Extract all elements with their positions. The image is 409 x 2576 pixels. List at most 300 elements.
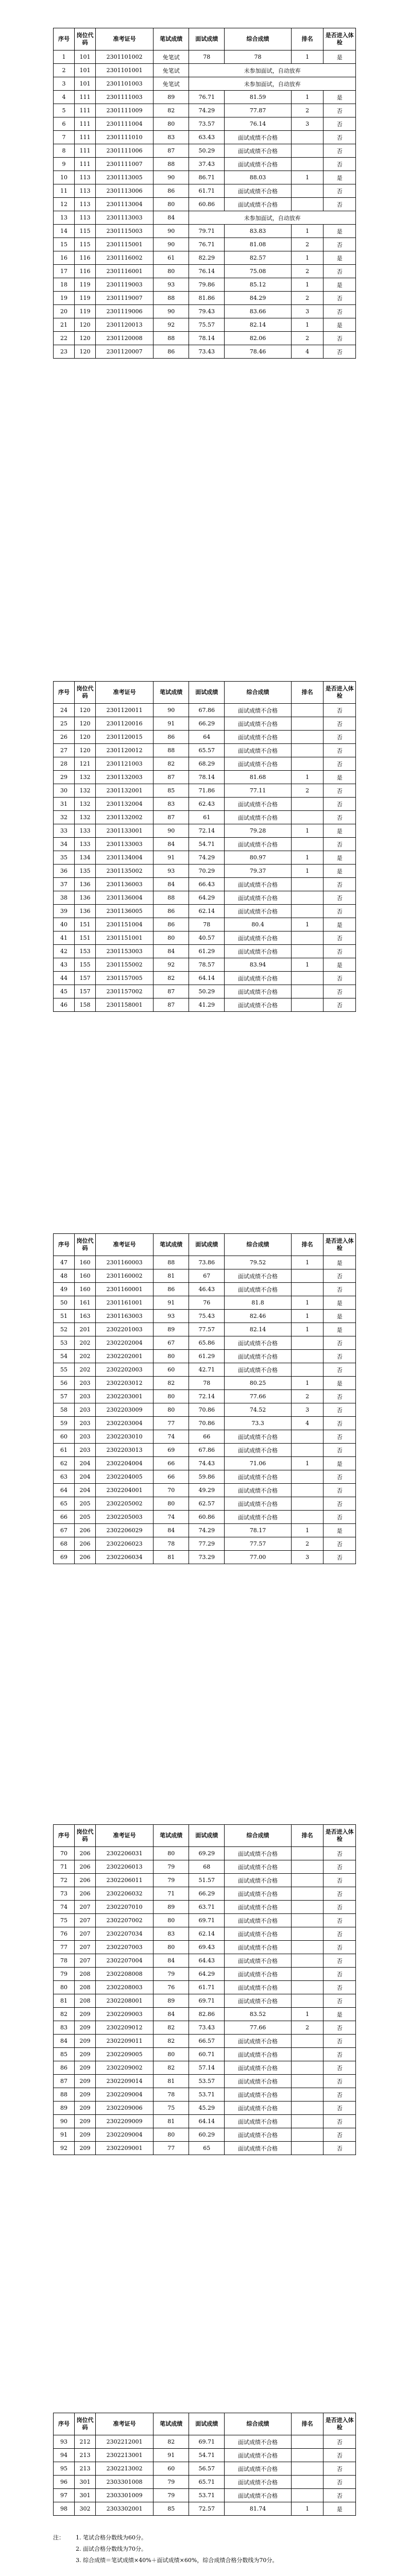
table-cell: 82	[154, 2435, 189, 2449]
column-header: 面试成绩	[189, 2413, 225, 2435]
table-cell: 面试成绩不合格	[225, 1847, 291, 1860]
column-header: 综合成绩	[225, 1825, 291, 1847]
table-cell: 88	[154, 158, 189, 171]
table-cell: 73.86	[189, 1256, 225, 1269]
table-cell: 否	[323, 905, 356, 918]
table-cell: 否	[323, 2061, 356, 2075]
table-cell: 81.8	[225, 1296, 291, 1310]
table-cell: 88	[154, 891, 189, 905]
table-cell: 80	[154, 1390, 189, 1403]
table-cell: 78	[154, 2088, 189, 2102]
table-cell: 82	[154, 2035, 189, 2048]
note-item: 2. 面试合格分数线为70分。	[76, 2546, 147, 2552]
table-row	[54, 2476, 356, 2489]
table-cell: 67.86	[189, 1444, 225, 1457]
table-cell: 是	[323, 851, 356, 865]
table-cell: 2302209001	[96, 2142, 154, 2155]
table-cell: 89	[154, 1323, 189, 1336]
table-cell: 61	[189, 811, 225, 824]
table-cell: 94	[54, 2449, 75, 2462]
table-row	[54, 771, 356, 784]
table-cell: 209	[75, 2021, 96, 2035]
table-cell: 82.57	[225, 251, 291, 265]
table-cell: 79	[154, 1860, 189, 1874]
table-header-row	[54, 682, 356, 704]
table-cell: 面试成绩不合格	[225, 2128, 291, 2142]
table-cell: 79	[154, 2476, 189, 2489]
table-cell: 2302205003	[96, 1511, 154, 1524]
table-cell: 2301111010	[96, 131, 154, 144]
table-cell: 面试成绩不合格	[225, 1901, 291, 1914]
table-cell: 23	[54, 345, 75, 359]
table-cell: 73.29	[189, 1551, 225, 1564]
table-cell: 119	[75, 292, 96, 305]
table-cell: 63.71	[189, 1901, 225, 1914]
table-cell: 面试成绩不合格	[225, 2061, 291, 2075]
table-cell: 2302203001	[96, 1390, 154, 1403]
table-cell: 132	[75, 784, 96, 798]
table-row	[54, 731, 356, 744]
table-cell: 71	[154, 1887, 189, 1901]
table-cell: 2302204001	[96, 1484, 154, 1497]
table-cell: 面试成绩不合格	[225, 985, 291, 998]
table-cell: 46	[54, 998, 75, 1012]
table-cell: 否	[323, 184, 356, 198]
table-cell: 74	[154, 1511, 189, 1524]
table-cell: 43	[54, 958, 75, 972]
table-cell: 2301101003	[96, 77, 154, 91]
table-cell: 60	[154, 1363, 189, 1377]
table-cell: 69.29	[189, 1847, 225, 1860]
table-cell	[291, 1363, 323, 1377]
table-cell	[291, 1350, 323, 1363]
column-header: 排名	[291, 1825, 323, 1847]
table-cell: 1	[291, 1256, 323, 1269]
table-cell: 2301116001	[96, 265, 154, 278]
table-cell: 91	[154, 851, 189, 865]
table-cell: 207	[75, 1927, 96, 1941]
table-cell: 70.86	[189, 1417, 225, 1430]
table-cell: 80	[154, 1350, 189, 1363]
table-cell: 是	[323, 171, 356, 184]
table-cell: 202	[75, 1336, 96, 1350]
table-cell: 2302209003	[96, 2008, 154, 2021]
table-cell: 136	[75, 878, 96, 891]
table-cell: 37.43	[189, 158, 225, 171]
table-cell: 69.71	[189, 1914, 225, 1927]
table-cell: 77.66	[225, 2021, 291, 2035]
table-cell	[291, 2142, 323, 2155]
table-row	[54, 2061, 356, 2075]
table-cell: 204	[75, 1484, 96, 1497]
table-cell: 111	[75, 117, 96, 131]
table-row	[54, 744, 356, 757]
table-cell: 78	[189, 918, 225, 931]
table-cell: 面试成绩不合格	[225, 878, 291, 891]
table-row	[54, 104, 356, 117]
table-cell: 30	[54, 784, 75, 798]
table-cell: 面试成绩不合格	[225, 1927, 291, 1941]
table-cell: 否	[323, 985, 356, 998]
table-cell: 111	[75, 144, 96, 158]
table-cell: 120	[75, 744, 96, 757]
table-cell: 2303302001	[96, 2502, 154, 2516]
column-header: 序号	[54, 28, 75, 50]
table-cell: 2	[291, 104, 323, 117]
table-cell: 38	[54, 891, 75, 905]
table-cell: 面试成绩不合格	[225, 1470, 291, 1484]
column-header: 岗位代码	[75, 682, 96, 704]
table-cell: 90	[54, 2115, 75, 2128]
table-cell: 93	[154, 865, 189, 878]
table-cell: 2301116002	[96, 251, 154, 265]
column-header: 排名	[291, 682, 323, 704]
table-cell: 2302209004	[96, 2128, 154, 2142]
table-row	[54, 1981, 356, 1994]
table-cell: 79	[54, 1968, 75, 1981]
table-row	[54, 2075, 356, 2088]
table-cell: 82	[154, 972, 189, 985]
table-row	[54, 704, 356, 717]
table-cell: 85	[54, 2048, 75, 2061]
table-cell: 50.29	[189, 985, 225, 998]
table-cell: 否	[323, 1968, 356, 1981]
table-cell: 66.29	[189, 1887, 225, 1901]
table-cell: 31	[54, 798, 75, 811]
table-cell: 面试成绩不合格	[225, 1336, 291, 1350]
table-cell: 否	[323, 891, 356, 905]
table-cell: 120	[75, 704, 96, 717]
table-row	[54, 1537, 356, 1551]
column-header: 综合成绩	[225, 2413, 291, 2435]
table-cell: 否	[323, 744, 356, 757]
table-cell: 77.66	[225, 1390, 291, 1403]
table-cell	[291, 158, 323, 171]
table-cell: 64	[189, 731, 225, 744]
table-cell: 否	[323, 345, 356, 359]
table-row	[54, 2048, 356, 2061]
table-cell: 77	[154, 2142, 189, 2155]
table-row	[54, 171, 356, 184]
table-cell: 89	[154, 1994, 189, 2008]
table-cell: 2	[291, 332, 323, 345]
table-cell: 80.4	[225, 918, 291, 931]
table-cell: 面试成绩不合格	[225, 972, 291, 985]
table-cell: 62.14	[189, 905, 225, 918]
table-cell: 87	[154, 998, 189, 1012]
table-cell: 90	[154, 824, 189, 838]
table-cell: 54.71	[189, 2449, 225, 2462]
table-cell: 否	[323, 158, 356, 171]
table-cell	[291, 1283, 323, 1296]
table-cell: 25	[54, 717, 75, 731]
table-cell: 是	[323, 91, 356, 104]
table-cell: 2301120011	[96, 704, 154, 717]
table-cell: 80	[154, 2128, 189, 2142]
table-cell: 61.71	[189, 184, 225, 198]
table-cell: 42.71	[189, 1363, 225, 1377]
table-cell: 83	[154, 1927, 189, 1941]
table-cell: 2302207034	[96, 1927, 154, 1941]
table-cell: 是	[323, 1256, 356, 1269]
table-cell: 113	[75, 198, 96, 211]
table-cell: 2301101001	[96, 64, 154, 77]
table-cell: 80.97	[225, 851, 291, 865]
table-row	[54, 184, 356, 198]
table-cell: 80	[154, 1497, 189, 1511]
table-cell: 70	[54, 1847, 75, 1860]
table-cell: 209	[75, 2115, 96, 2128]
table-row	[54, 1941, 356, 1954]
column-header: 序号	[54, 1234, 75, 1256]
table-cell: 否	[323, 1941, 356, 1954]
column-header: 笔试成绩	[154, 1825, 189, 1847]
table-cell: 74.29	[189, 851, 225, 865]
table-cell: 46.43	[189, 1283, 225, 1296]
column-header: 准考证号	[96, 1234, 154, 1256]
table-cell: 113	[75, 184, 96, 198]
table-row	[54, 918, 356, 931]
table-row	[54, 305, 356, 318]
table-cell: 10	[54, 171, 75, 184]
table-cell: 73	[54, 1887, 75, 1901]
table-cell: 面试成绩不合格	[225, 1981, 291, 1994]
table-cell: 2302208001	[96, 1994, 154, 2008]
table-cell: 71	[54, 1860, 75, 1874]
table-cell: 2	[291, 1537, 323, 1551]
table-cell: 75	[154, 2102, 189, 2115]
table-cell: 2302209009	[96, 2115, 154, 2128]
table-cell: 面试成绩不合格	[225, 1887, 291, 1901]
table-cell: 209	[75, 2102, 96, 2115]
table-cell: 面试成绩不合格	[225, 891, 291, 905]
table-cell	[291, 1954, 323, 1968]
table-cell: 面试成绩不合格	[225, 2088, 291, 2102]
table-cell: 40	[54, 918, 75, 931]
table-cell: 2301120012	[96, 744, 154, 757]
table-cell: 否	[323, 1874, 356, 1887]
table-cell: 1	[291, 771, 323, 784]
table-cell: 68	[54, 1537, 75, 1551]
table-cell: 78	[189, 50, 225, 64]
column-header: 笔试成绩	[154, 2413, 189, 2435]
table-row	[54, 64, 356, 77]
table-row	[54, 851, 356, 865]
table-cell: 54	[54, 1350, 75, 1363]
table-cell: 21	[54, 318, 75, 332]
table-cell: 206	[75, 1874, 96, 1887]
table-cell: 67	[154, 1336, 189, 1350]
table-cell: 111	[75, 91, 96, 104]
table-cell: 66	[54, 1511, 75, 1524]
table-row	[54, 798, 356, 811]
table-row	[54, 211, 356, 225]
table-cell: 81	[154, 2075, 189, 2088]
table-cell: 否	[323, 2128, 356, 2142]
table-cell: 2301120008	[96, 332, 154, 345]
table-cell: 44	[54, 972, 75, 985]
table-cell: 否	[323, 2449, 356, 2462]
table-row	[54, 50, 356, 64]
table-cell: 62.57	[189, 1497, 225, 1511]
table-cell: 111	[75, 104, 96, 117]
table-cell: 3	[54, 77, 75, 91]
table-cell: 否	[323, 238, 356, 251]
table-row	[54, 225, 356, 238]
page-1	[0, 0, 409, 578]
table-cell	[291, 1444, 323, 1457]
table-cell: 否	[323, 757, 356, 771]
table-cell	[291, 1860, 323, 1874]
table-cell: 面试成绩不合格	[225, 2102, 291, 2115]
table-cell: 85	[154, 2502, 189, 2516]
table-cell: 面试成绩不合格	[225, 2489, 291, 2502]
table-row	[54, 2489, 356, 2502]
table-cell: 6	[54, 117, 75, 131]
column-header: 综合成绩	[225, 28, 291, 50]
table-cell: 66.43	[189, 878, 225, 891]
table-cell: 否	[323, 1914, 356, 1927]
table-cell: 49	[54, 1283, 75, 1296]
table-cell	[291, 945, 323, 958]
table-cell: 面试成绩不合格	[225, 945, 291, 958]
table-row	[54, 332, 356, 345]
table-cell: 18	[54, 278, 75, 292]
table-cell: 2302203010	[96, 1430, 154, 1444]
table-cell: 136	[75, 905, 96, 918]
table-cell: 63.43	[189, 131, 225, 144]
table-row	[54, 1470, 356, 1484]
table-row	[54, 2008, 356, 2021]
page-3	[0, 1156, 409, 1734]
table-cell: 61.29	[189, 945, 225, 958]
table-cell	[291, 1968, 323, 1981]
table-cell: 81.86	[189, 292, 225, 305]
table-cell: 157	[75, 972, 96, 985]
table-cell: 62.43	[189, 798, 225, 811]
table-cell: 9	[54, 158, 75, 171]
table-cell: 82	[154, 757, 189, 771]
table-cell	[291, 798, 323, 811]
table-cell: 86.71	[189, 171, 225, 184]
table-cell: 免笔试	[154, 50, 189, 64]
table-cell: 未参加面试，自动放弃	[189, 211, 356, 225]
table-cell: 89	[54, 2102, 75, 2115]
table-cell: 116	[75, 251, 96, 265]
score-table	[53, 681, 356, 1012]
table-cell: 2301132003	[96, 771, 154, 784]
table-cell: 面试成绩不合格	[225, 704, 291, 717]
table-row	[54, 1377, 356, 1390]
table-cell	[291, 2489, 323, 2502]
table-cell: 98	[54, 2502, 75, 2516]
table-row	[54, 1256, 356, 1269]
table-cell: 是	[323, 1310, 356, 1323]
table-cell: 1	[291, 958, 323, 972]
table-cell: 2302206031	[96, 1847, 154, 1860]
table-cell: 160	[75, 1283, 96, 1296]
table-row	[54, 292, 356, 305]
table-cell: 59	[54, 1417, 75, 1430]
table-cell: 2302203004	[96, 1417, 154, 1430]
table-cell: 67	[189, 1269, 225, 1283]
table-cell: 92	[154, 958, 189, 972]
table-cell: 2301113004	[96, 198, 154, 211]
table-cell: 206	[75, 1551, 96, 1564]
table-cell: 70	[154, 1484, 189, 1497]
table-cell: 2301111003	[96, 91, 154, 104]
table-cell	[291, 905, 323, 918]
table-cell: 201	[75, 1323, 96, 1336]
table-cell: 84	[154, 2008, 189, 2021]
table-cell: 39	[54, 905, 75, 918]
table-cell	[291, 2048, 323, 2061]
table-cell: 92	[54, 2142, 75, 2155]
table-cell	[291, 1941, 323, 1954]
table-cell: 70.29	[189, 865, 225, 878]
table-cell: 119	[75, 278, 96, 292]
table-cell: 否	[323, 2142, 356, 2155]
table-cell: 1	[291, 50, 323, 64]
table-cell: 2	[291, 265, 323, 278]
table-cell: 62	[54, 1457, 75, 1470]
table-cell: 82	[154, 1377, 189, 1390]
page-2	[0, 578, 409, 1156]
column-header: 是否进入体检	[323, 1825, 356, 1847]
table-cell: 面试成绩不合格	[225, 2115, 291, 2128]
table-cell: 204	[75, 1457, 96, 1470]
table-row	[54, 811, 356, 824]
table-cell: 81	[54, 1994, 75, 2008]
table-cell: 86	[154, 345, 189, 359]
table-cell: 2301113005	[96, 171, 154, 184]
table-cell: 77	[54, 1941, 75, 1954]
table-cell: 1	[291, 171, 323, 184]
table-cell: 2302206034	[96, 1551, 154, 1564]
table-cell: 面试成绩不合格	[225, 811, 291, 824]
table-cell: 206	[75, 1887, 96, 1901]
table-row	[54, 717, 356, 731]
table-cell: 3	[291, 1403, 323, 1417]
column-header: 准考证号	[96, 28, 154, 50]
table-cell: 78	[225, 50, 291, 64]
table-cell: 8	[54, 144, 75, 158]
table-cell: 71.06	[225, 1457, 291, 1470]
table-cell: 72.14	[189, 1390, 225, 1403]
table-cell: 26	[54, 731, 75, 744]
table-cell: 37	[54, 878, 75, 891]
table-cell: 否	[323, 2435, 356, 2449]
table-cell: 77.57	[225, 1537, 291, 1551]
table-cell: 202	[75, 1350, 96, 1363]
table-cell: 否	[323, 1981, 356, 1994]
table-cell: 60.86	[189, 198, 225, 211]
table-cell: 61	[54, 1444, 75, 1457]
table-cell: 78.14	[189, 771, 225, 784]
table-cell: 面试成绩不合格	[225, 2142, 291, 2155]
table-row	[54, 1350, 356, 1363]
table-cell: 否	[323, 1269, 356, 1283]
table-row	[54, 972, 356, 985]
table-cell: 否	[323, 1954, 356, 1968]
table-cell: 80	[154, 931, 189, 945]
table-row	[54, 945, 356, 958]
notes	[53, 2534, 362, 2575]
note-item: 1. 笔试合格分数线为60分。	[76, 2534, 147, 2541]
table-row	[54, 1551, 356, 1564]
table-cell: 是	[323, 2502, 356, 2516]
table-cell	[291, 2088, 323, 2102]
